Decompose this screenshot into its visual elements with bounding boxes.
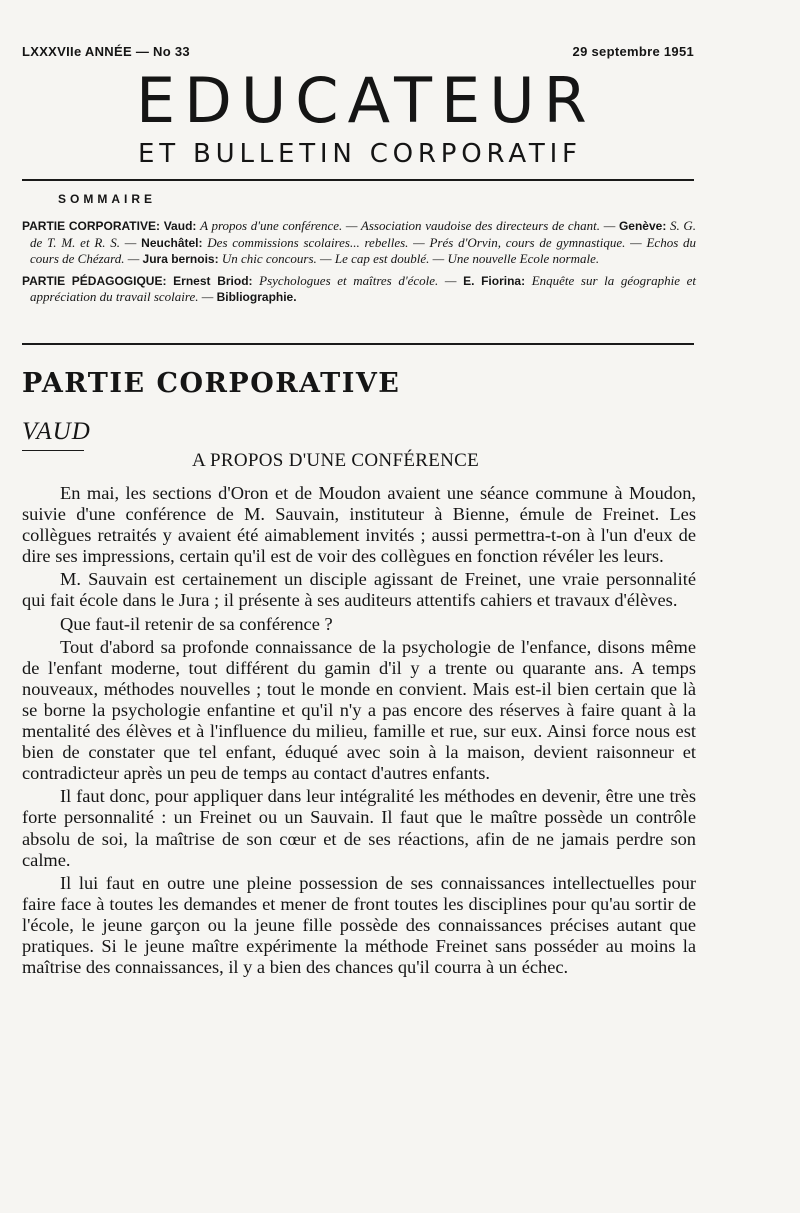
divider-top (22, 179, 694, 181)
table-of-contents (22, 218, 696, 311)
region-underline (22, 450, 84, 451)
divider-bottom (22, 343, 694, 345)
sommaire-label: SOMMAIRE (58, 192, 156, 206)
toc-pedagogique-head: PARTIE PÉDAGOGIQUE: Ernest Briod: (22, 273, 253, 288)
journal-title: EDUCATEUR (136, 64, 596, 137)
paragraph: Tout d'abord sa profonde connaissance de la psychologie de l'enfance, disons même de l'enfant moderne, tout différent du gamin d'il y a trente ou quarante ans. A temps nouveaux, méthodes nouvelles ; tout le monde en convient. Mais est-il bien certain que là se borne la psychologie enfantine et qu'il n'y a pas encore des réserves à faire quant à la mentalité des élèves et à l'influence du milieu, famille et rue, sur eux. Ainsi force nous est bien de constater que tel enfant, éduqué avec soin à la maison, devient raisonneur et contradicteur après un peu de temps au contact d'autres enfants. (22, 636, 696, 784)
toc-neuchatel-label: Neuchâtel: (141, 235, 203, 250)
article-body (22, 483, 696, 980)
toc-jura-label: Jura bernois: (142, 252, 219, 266)
toc-bibliographie: Bibliographie. (216, 290, 297, 304)
article-title: A PROPOS D'UNE CONFÉRENCE (192, 450, 479, 471)
paragraph: M. Sauvain est certainement un disciple agissant de Freinet, une vraie personnalité qui fait école dans le Jura ; il présente à ses auditeurs attentifs cahiers et travaux d'élèves. (22, 569, 696, 611)
toc-briod-text: Psychologues et maîtres d'école. — (259, 272, 457, 288)
toc-neuchatel-text: Des commissions scolaires... rebelles. — Prés d'Orvin, cours de gymnastique. — Echos du cours de Chézard. — (30, 234, 697, 266)
paragraph: Que faut-il retenir de sa conférence ? (60, 613, 333, 634)
toc-fiorina-text: Enquête sur la géographie et appréciation du travail scolaire. — (30, 272, 697, 304)
paragraph: En mai, les sections d'Oron et de Moudon avaient une séance commune à Moudon, suivie d'une conférence de M. Sauvain, instituteur à Bienne, émule de Freinet. Les collègues retraités y avaient été aimablement invités ; aussi permettra-t-on à l'un d'eux de dire ses impressions, certain qu'il est de voir des collègues en fonction révéler les leurs. (22, 483, 696, 567)
issue-date: 29 septembre 1951 (572, 44, 694, 59)
toc-geneve-text: S. G. de T. M. et R. S. — (30, 218, 697, 250)
issue-number: LXXXVIIe ANNÉE — No 33 (22, 44, 190, 59)
issue-header (22, 44, 694, 59)
toc-jura-text: Un chic concours. — Le cap est doublé. — Une nouvelle Ecole normale. (221, 251, 600, 266)
toc-geneve-label: Genève: (618, 219, 667, 233)
section-title: PARTIE CORPORATIVE (22, 368, 401, 399)
toc-corporative-head: PARTIE CORPORATIVE: Vaud: (22, 219, 197, 233)
paragraph: Il faut donc, pour appliquer dans leur intégralité les méthodes en devenir, être une très forte personnalité : un Freinet ou un Sauvain. Il faut que le maître possède un contrôle absolu de soi, la maîtrise de son cœur et de ses réactions, afin de ne jamais perdre son calme. (22, 786, 696, 870)
paragraph: Il lui faut en outre une pleine possession de ses connaissances intellectuelles pour faire face à toutes les demandes et mener de front toutes les disciplines pour qu'au sortir de l'école, le jeune garçon ou la jeune fille possède des connaissances précises autant que pratiques. Si le jeune maître expérimente la méthode Freinet sans posséder au moins la maîtrise des connaissances, il y a bien des chances qu'il courra à un échec. (22, 872, 696, 978)
toc-pedagogique (22, 273, 696, 306)
region-heading: VAUD (22, 418, 91, 445)
toc-corporative-vaud: A propos d'une conférence. — Association vaudoise des directeurs de chant. — (200, 218, 616, 233)
toc-corporative (22, 218, 696, 268)
toc-fiorina-label: E. Fiorina: (463, 273, 526, 288)
journal-subtitle: ET BULLETIN CORPORATIF (138, 139, 582, 169)
